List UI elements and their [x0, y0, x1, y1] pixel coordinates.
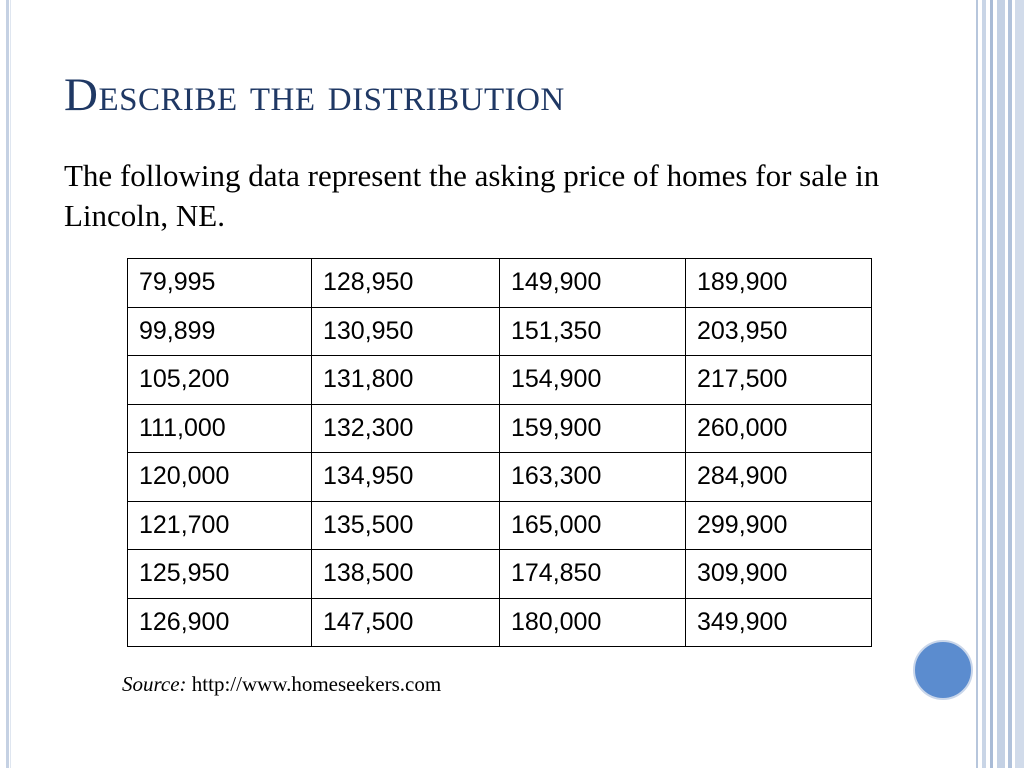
table-cell: 111,000 — [128, 404, 312, 453]
stripe — [982, 0, 986, 768]
table-row — [128, 550, 872, 599]
table-cell: 121,700 — [128, 501, 312, 550]
table-cell: 180,000 — [500, 598, 686, 647]
table-cell: 309,900 — [686, 550, 872, 599]
table-cell: 159,900 — [500, 404, 686, 453]
table-row — [128, 598, 872, 647]
left-border-decoration — [6, 0, 9, 768]
table-cell: 260,000 — [686, 404, 872, 453]
table-cell: 189,900 — [686, 259, 872, 308]
right-stripe-decoration — [976, 0, 1024, 768]
slide-body-text: The following data represent the asking price of homes for sale in Lincoln, NE. — [64, 158, 880, 233]
left-border-line — [10, 0, 11, 768]
table-cell: 174,850 — [500, 550, 686, 599]
table-row — [128, 453, 872, 502]
table-cell: 120,000 — [128, 453, 312, 502]
table-cell: 149,900 — [500, 259, 686, 308]
stripe — [1008, 0, 1012, 768]
source-label: Source: — [122, 672, 187, 696]
table-row — [128, 307, 872, 356]
table-cell: 203,950 — [686, 307, 872, 356]
table-cell: 99,899 — [128, 307, 312, 356]
slide-title: Describe the distribution — [64, 69, 565, 121]
table-cell: 135,500 — [312, 501, 500, 550]
table-row — [128, 259, 872, 308]
source-citation — [122, 672, 441, 697]
decorative-circle — [913, 640, 973, 700]
table-cell: 138,500 — [312, 550, 500, 599]
table-cell: 151,350 — [500, 307, 686, 356]
table-cell: 154,900 — [500, 356, 686, 405]
table-cell: 126,900 — [128, 598, 312, 647]
table-cell: 349,900 — [686, 598, 872, 647]
table-cell: 134,950 — [312, 453, 500, 502]
table-cell: 131,800 — [312, 356, 500, 405]
table-cell: 284,900 — [686, 453, 872, 502]
price-table-body — [128, 259, 872, 647]
table-cell: 130,950 — [312, 307, 500, 356]
table-cell: 147,500 — [312, 598, 500, 647]
table-cell: 217,500 — [686, 356, 872, 405]
table-cell: 132,300 — [312, 404, 500, 453]
table-row — [128, 404, 872, 453]
table-cell: 299,900 — [686, 501, 872, 550]
table-cell: 125,950 — [128, 550, 312, 599]
source-url: http://www.homeseekers.com — [191, 672, 442, 696]
price-table — [127, 258, 872, 647]
table-cell: 79,995 — [128, 259, 312, 308]
stripe — [976, 0, 978, 768]
table-cell: 165,000 — [500, 501, 686, 550]
stripe — [1015, 0, 1024, 768]
stripe — [990, 0, 993, 768]
table-cell: 128,950 — [312, 259, 500, 308]
table-row — [128, 501, 872, 550]
table-cell: 105,200 — [128, 356, 312, 405]
table-cell: 163,300 — [500, 453, 686, 502]
stripe — [997, 0, 1005, 768]
table-row — [128, 356, 872, 405]
